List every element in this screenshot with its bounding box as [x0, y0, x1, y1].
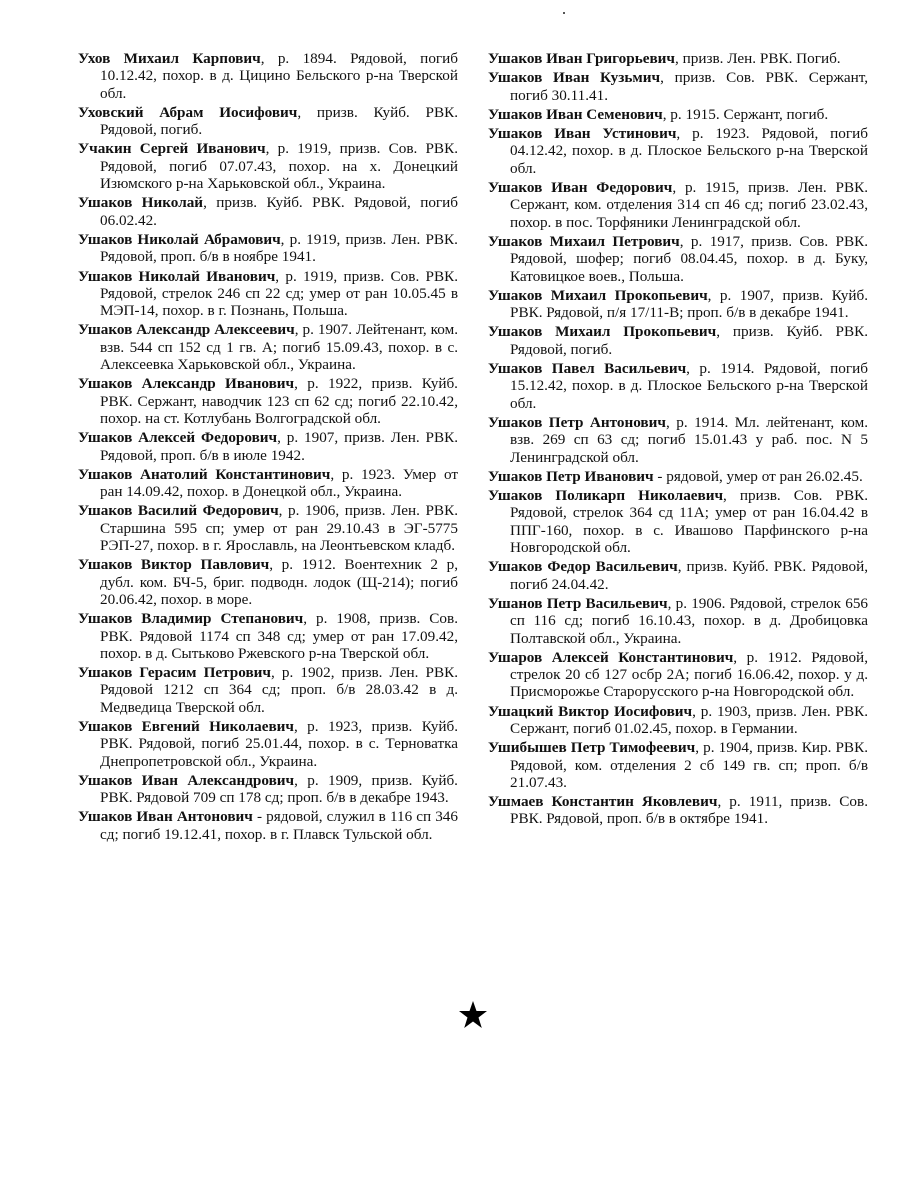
entry-details: , призв. Лен. РВК. Погиб.: [675, 50, 841, 67]
entry-details: , р. 1914. Рядовой, погиб 15.12.42, похор. в д. Плоское Бельского р-на Тверской обл.: [510, 360, 868, 412]
list-item: [78, 556, 458, 608]
person-name: Ушаков Герасим Петрович: [78, 664, 271, 682]
entry-details: , р. 1907. Лейтенант, ком. взв. 544 сп 152 сд 1 гв. А; погиб 15.09.43, похор. в с. Алексеевка Харьковской обл., Украина.: [100, 321, 458, 374]
left-column: [78, 50, 458, 845]
person-name: Ушаров Алексей Константинович: [488, 648, 734, 666]
person-name: Ушаков Иван Александрович: [78, 771, 295, 789]
list-item: [488, 69, 868, 104]
person-name: Ушаков Евгений Николаевич: [78, 717, 294, 735]
entry-details: , р. 1907, призв. Куйб. РВК. Рядовой, п/я 17/11-В; проп. б/в в декабре 1941.: [510, 286, 868, 322]
entry-details: , р. 1903, призв. Лен. РВК. Сержант, погиб 01.02.45, похор. в Германии.: [510, 702, 868, 737]
person-name: Ушаков Федор Васильевич: [488, 558, 678, 576]
list-item: [488, 703, 868, 738]
person-name: Ушаков Виктор Павлович: [78, 556, 270, 574]
person-name: Уховский Абрам Иосифович: [78, 103, 298, 121]
entry-details: , р. 1894. Рядовой, погиб 10.12.42, похор. в д. Цицино Бельского р-на Тверской обл.: [100, 50, 458, 102]
person-name: Ушаков Александр Иванович: [78, 375, 295, 393]
list-item: [488, 179, 868, 231]
person-name: Ушаков Иван Кузьмич: [488, 69, 661, 87]
list-item: [78, 268, 458, 320]
list-item: [488, 323, 868, 358]
entry-details: , р. 1912. Рядовой, стрелок 20 сб 127 осбр 2А; погиб 16.06.42, похор. у д. Присморожье Старорусского р-на Новгородской обл.: [510, 648, 868, 701]
list-item: [488, 414, 868, 466]
entry-details: , призв. Куйб. РВК. Рядовой, погиб 06.02.42.: [100, 194, 458, 229]
list-item: [78, 610, 458, 662]
list-item: [488, 287, 868, 322]
person-name: Ушаков Владимир Степанович: [78, 610, 304, 628]
list-item: [488, 739, 868, 791]
entry-details: , р. 1923, призв. Куйб. РВК. Рядовой, погиб 25.01.44, похор. в с. Терноватка Днепропетровской обл., Украина.: [100, 717, 458, 770]
entry-details: , р. 1906. Рядовой, стрелок 656 сп 116 сд; погиб 16.10.43, похор. в д. Дробицовка Полтавской обл., Украина.: [510, 594, 869, 647]
list-item: [78, 718, 458, 770]
person-name: Ушацкий Виктор Иосифович: [488, 702, 693, 720]
list-item: [488, 106, 868, 123]
entry-details: , р. 1923. Умер от ран 14.09.42, похор. в Донецкой обл., Украина.: [100, 465, 458, 501]
list-item: [78, 104, 458, 139]
person-name: Ушаков Алексей Федорович: [78, 429, 278, 447]
person-name: Ушаков Иван Устинович: [488, 125, 677, 143]
entry-details: , р. 1919, призв. Лен. РВК. Рядовой, проп. б/в в ноябре 1941.: [100, 230, 458, 266]
list-item: [78, 321, 458, 373]
list-item: [78, 231, 458, 266]
entry-details: , р. 1914. Мл. лейтенант, ком. взв. 269 сп 63 сд; погиб 15.01.43 у раб. пос. N 5 Ленинградской обл.: [510, 413, 869, 466]
person-name: Ушибышев Петр Тимофеевич: [488, 739, 696, 757]
entry-details: , р. 1908, призв. Сов. РВК. Рядовой 1174 сп 348 сд; умер от ран 17.09.42, похор. в д. Сытьково Ржевского р-на Тверской обл.: [100, 610, 458, 662]
person-name: Ухов Михаил Карпович: [78, 50, 261, 67]
person-name: Ушаков Петр Антонович: [488, 413, 666, 431]
entry-details: - рядовой, умер от ран 26.02.45.: [653, 467, 863, 485]
entry-details: , р. 1923. Рядовой, погиб 04.12.42, похор. в д. Плоское Бельского р-на Тверской обл.: [510, 125, 868, 177]
entry-details: , р. 1911, призв. Сов. РВК. Рядовой, проп. б/в в октябре 1941.: [510, 793, 868, 828]
entry-details: , р. 1912. Воентехник 2 р, дубл. ком. БЧ-5, бриг. подводн. лодок (Щ-214); погиб 20.06.42, похор. в море.: [100, 556, 458, 608]
entry-details: , р. 1902, призв. Лен. РВК. Рядовой 1212 сп 364 сд; проп. б/в 28.03.42 в д. Медведица Тверской обл.: [100, 664, 458, 716]
person-name: Ушаков Петр Иванович: [488, 467, 654, 485]
person-name: Ушаков Василий Федорович: [78, 502, 279, 520]
list-item: [488, 649, 868, 701]
person-name: Ушаков Михаил Прокопьевич: [488, 323, 717, 341]
entry-details: , призв. Куйб. РВК. Рядовой, погиб.: [100, 103, 458, 139]
person-name: Ушмаев Константин Яковлевич: [488, 793, 718, 811]
list-item: [488, 233, 868, 285]
person-name: Ушаков Михаил Прокопьевич: [488, 286, 708, 304]
entry-details: , р. 1904, призв. Кир. РВК. Рядовой, ком. отделения 2 сб 149 гв. сп; проп. б/в 21.07.43.: [510, 739, 868, 791]
list-item: [488, 360, 868, 412]
entry-details: , р. 1909, призв. Куйб. РВК. Рядовой 709 сп 178 сд; проп. б/в в декабре 1943.: [100, 771, 458, 807]
list-item: [78, 140, 458, 192]
list-item: [488, 487, 868, 556]
list-item: [488, 595, 868, 647]
entry-details: , призв. Сов. РВК. Сержант, погиб 30.11.41.: [510, 69, 868, 104]
list-item: [488, 125, 868, 177]
person-name: Ушаков Николай Иванович: [78, 267, 276, 285]
person-name: Ушаков Иван Федорович: [488, 179, 673, 197]
list-item: [488, 558, 868, 593]
right-column: [488, 50, 868, 830]
person-name: Ушаков Михаил Петрович: [488, 232, 680, 250]
list-item: [78, 808, 458, 843]
person-name: Учакин Сергей Иванович: [78, 140, 266, 158]
person-name: Ушаков Иван Антонович: [78, 808, 253, 826]
list-item: [78, 375, 458, 427]
person-name: Ушаков Поликарп Николаевич: [488, 487, 724, 505]
entry-details: - рядовой, служил в 116 сп 346 сд; погиб 19.12.41, похор. в г. Плавск Тульской обл.: [100, 808, 458, 843]
list-item: [488, 468, 868, 485]
star-icon: [458, 1000, 488, 1030]
entry-details: , призв. Куйб. РВК. Рядовой, погиб 24.04.42.: [510, 558, 869, 593]
print-speck: [563, 12, 565, 14]
person-name: Ушаков Александр Алексеевич: [78, 321, 295, 339]
list-item: [488, 793, 868, 828]
person-name: Ушаков Павел Васильевич: [488, 360, 687, 378]
person-name: Ушаков Иван Семенович: [488, 105, 663, 123]
list-item: [78, 50, 458, 102]
entry-details: , р. 1919, призв. Сов. РВК. Рядовой, погиб 07.07.43, похор. на х. Донецкий Изюмского р-на Харьковской обл., Украина.: [100, 140, 458, 193]
entry-details: , р. 1907, призв. Лен. РВК. Рядовой, проп. б/в в июле 1942.: [100, 429, 458, 464]
entry-details: , призв. Сов. РВК. Рядовой, стрелок 364 сд 11А; умер от ран 16.04.42 в ППГ-160, похор. в с. Ивашово Парфинского р-на Новгородской обл.: [510, 487, 868, 557]
person-name: Ушаков Анатолий Константинович: [78, 465, 331, 483]
entry-details: , р. 1919, призв. Сов. РВК. Рядовой, стрелок 246 сп 22 сд; умер от ран 10.05.45 в МЭП-14, похор. в г. Познань, Польша.: [100, 267, 459, 320]
entry-details: , р. 1915, призв. Лен. РВК. Сержант, ком. отделения 314 сп 46 сд; погиб 23.02.43, похор. в пос. Торфяники Ленинградской обл.: [510, 179, 869, 231]
list-item: [78, 466, 458, 501]
entry-details: , р. 1906, призв. Лен. РВК. Старшина 595 сп; умер от ран 29.10.43 в ЭГ-5775 РЭП-27, похор. в г. Ярославль, на Леонтьевском кладб.: [100, 502, 458, 555]
list-item: [78, 429, 458, 464]
entry-details: , призв. Куйб. РВК. Рядовой, погиб.: [510, 323, 868, 358]
entry-details: , р. 1915. Сержант, погиб.: [662, 105, 829, 123]
list-item: [78, 664, 458, 716]
entry-details: , р. 1917, призв. Сов. РВК. Рядовой, шофер; погиб 08.04.45, похор. в д. Буку, Катовицкое воев., Польша.: [510, 232, 869, 285]
list-item: [78, 194, 458, 229]
person-name: Ушаков Николай Абрамович: [78, 230, 281, 248]
list-item: [78, 772, 458, 807]
person-name: Ушаков Николай: [78, 194, 204, 212]
person-name: Ушаков Иван Григорьевич: [488, 50, 675, 67]
entry-details: , р. 1922, призв. Куйб. РВК. Сержант, наводчик 123 сп 62 сд; погиб 22.10.42, похор. на ст. Котлубань Волгоградской обл.: [100, 375, 458, 427]
person-name: Ушанов Петр Васильевич: [488, 594, 668, 612]
list-item: [488, 50, 868, 67]
list-item: [78, 502, 458, 554]
